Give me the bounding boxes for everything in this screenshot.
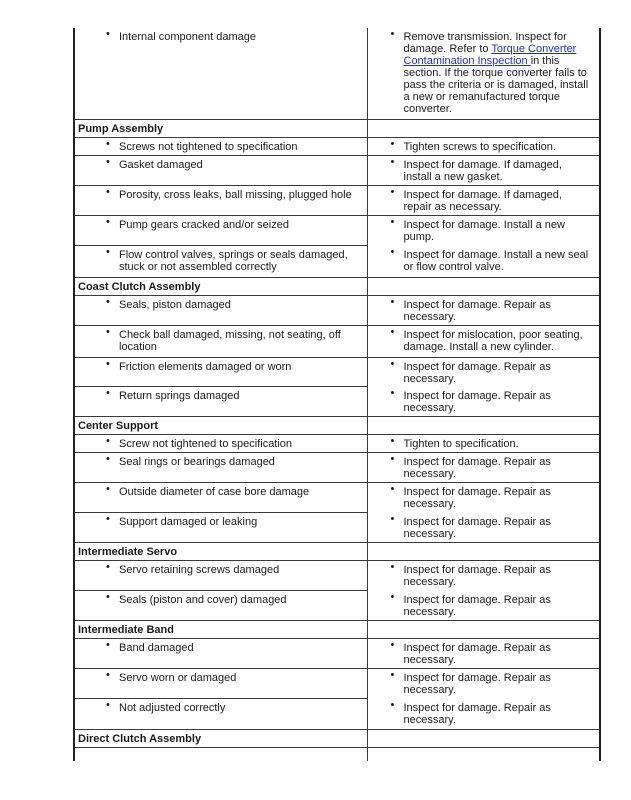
table-row xyxy=(74,296,600,326)
section-heading: Coast Clutch Assembly xyxy=(78,281,201,293)
cause-cell xyxy=(74,186,367,216)
cause-item: • Seals, piston damaged xyxy=(75,296,367,311)
action-cell xyxy=(367,387,600,417)
section-heading: Intermediate Band xyxy=(78,624,174,636)
action-item: • Inspect for damage. Install a new seal or flow control valve. xyxy=(368,246,600,273)
table-row xyxy=(74,156,600,186)
table-row xyxy=(74,28,600,120)
action-item: • Tighten to specification. xyxy=(368,435,600,450)
action-text: Remove transmission. Inspect for damage. Refer to xyxy=(403,31,567,55)
cause-item: • Return springs damaged xyxy=(75,387,367,402)
section-row-intermediate-servo xyxy=(74,543,600,561)
action-item: • Inspect for damage. If damaged, repair as necessary. xyxy=(368,186,600,213)
cause-item: • Pump gears cracked and/or seized xyxy=(75,216,367,231)
cause-cell xyxy=(74,156,367,186)
section-empty-cell xyxy=(367,543,600,561)
table-row xyxy=(74,561,600,591)
action-cell xyxy=(367,246,600,278)
section-row-coast-clutch-assembly xyxy=(74,278,600,296)
section-row-intermediate-band xyxy=(74,621,600,639)
document-page xyxy=(73,28,599,761)
action-item xyxy=(368,28,600,115)
cause-cell xyxy=(74,699,367,730)
section-heading: Direct Clutch Assembly xyxy=(78,733,202,745)
cause-cell xyxy=(74,296,367,326)
table-row xyxy=(74,326,600,358)
action-item: • Inspect for damage. Repair as necessary. xyxy=(368,483,600,510)
cause-item: • Porosity, cross leaks, ball missing, plugged hole xyxy=(75,186,367,201)
table-row xyxy=(74,699,600,730)
action-item: • Inspect for damage. Repair as necessary. xyxy=(368,296,600,323)
table-row xyxy=(74,591,600,621)
table-row xyxy=(74,186,600,216)
cause-item: • Servo worn or damaged xyxy=(75,669,367,684)
action-item: • Inspect for damage. Repair as necessary. xyxy=(368,513,600,540)
cause-item: • Seals (piston and cover) damaged xyxy=(75,591,367,606)
action-cell xyxy=(367,435,600,453)
action-cell xyxy=(367,561,600,591)
section-cell xyxy=(74,621,367,639)
action-item: • Inspect for damage. Repair as necessary. xyxy=(368,453,600,480)
action-item: • Inspect for damage. Repair as necessary. xyxy=(368,358,600,385)
cause-cell xyxy=(74,591,367,621)
section-heading: Pump Assembly xyxy=(78,123,164,135)
action-text: in this section. If the torque converter fails to pass the criteria or is damaged, install a new or remanufactured torque converter. xyxy=(403,55,589,115)
cause-cell xyxy=(74,483,367,513)
action-cell xyxy=(367,28,600,120)
cause-cell xyxy=(74,639,367,669)
section-row-center-support xyxy=(74,417,600,435)
diagnosis-table xyxy=(73,28,601,761)
action-cell xyxy=(367,326,600,358)
section-empty-cell xyxy=(367,621,600,639)
table-row xyxy=(74,138,600,156)
action-item: • Inspect for damage. Repair as necessary. xyxy=(368,387,600,414)
section-row-direct-clutch-assembly xyxy=(74,730,600,748)
cause-item: • Gasket damaged xyxy=(75,156,367,171)
action-cell xyxy=(367,639,600,669)
table-row xyxy=(74,358,600,387)
table-row-continued xyxy=(74,748,600,762)
cause-item: • Friction elements damaged or worn xyxy=(75,358,367,373)
action-cell xyxy=(367,591,600,621)
section-empty-cell xyxy=(367,417,600,435)
cause-cell xyxy=(74,669,367,699)
section-heading: Intermediate Servo xyxy=(78,546,178,558)
section-cell xyxy=(74,278,367,296)
action-cell xyxy=(367,513,600,543)
action-cell xyxy=(367,669,600,699)
cause-cell xyxy=(74,358,367,387)
table-row xyxy=(74,453,600,483)
action-item: • Inspect for damage. Repair as necessary. xyxy=(368,639,600,666)
action-item: • Inspect for damage. Repair as necessary. xyxy=(368,591,600,618)
table-row xyxy=(74,435,600,453)
action-cell xyxy=(367,748,600,762)
action-item: • Tighten screws to specification. xyxy=(368,138,600,153)
cause-cell xyxy=(74,453,367,483)
section-empty-cell xyxy=(367,730,600,748)
action-cell xyxy=(367,216,600,246)
section-cell xyxy=(74,120,367,138)
cause-cell xyxy=(74,387,367,417)
section-cell xyxy=(74,417,367,435)
table-row xyxy=(74,639,600,669)
cause-item: • Outside diameter of case bore damage xyxy=(75,483,367,498)
table-row xyxy=(74,669,600,699)
section-row-pump-assembly xyxy=(74,120,600,138)
cause-cell xyxy=(74,513,367,543)
cause-cell xyxy=(74,138,367,156)
action-cell xyxy=(367,483,600,513)
cause-item: • Band damaged xyxy=(75,639,367,654)
cause-item: • Internal component damage xyxy=(75,28,367,43)
action-item: • Inspect for damage. Repair as necessary. xyxy=(368,669,600,696)
section-cell xyxy=(74,543,367,561)
cause-item: • Support damaged or leaking xyxy=(75,513,367,528)
cause-cell xyxy=(74,748,367,762)
action-cell xyxy=(367,453,600,483)
section-heading: Center Support xyxy=(78,420,159,432)
cause-item: • Not adjusted correctly xyxy=(75,699,367,714)
action-item: • Inspect for damage. Repair as necessary. xyxy=(368,699,600,726)
section-empty-cell xyxy=(367,120,600,138)
cause-item: • Screws not tightened to specification xyxy=(75,138,367,153)
cause-item: • Servo retaining screws damaged xyxy=(75,561,367,576)
table-row xyxy=(74,513,600,543)
action-cell xyxy=(367,358,600,387)
cause-cell xyxy=(74,216,367,246)
action-cell xyxy=(367,156,600,186)
action-cell xyxy=(367,699,600,730)
cause-cell xyxy=(74,246,367,278)
cause-item: • Seal rings or bearings damaged xyxy=(75,453,367,468)
action-item: • Inspect for damage. Repair as necessary. xyxy=(368,561,600,588)
table-row xyxy=(74,246,600,278)
action-cell xyxy=(367,186,600,216)
cause-cell xyxy=(74,28,367,120)
action-item: • Inspect for damage. If damaged, install a new gasket. xyxy=(368,156,600,183)
action-item: • Inspect for damage. Install a new pump. xyxy=(368,216,600,243)
cause-item: • Screw not tightened to specification xyxy=(75,435,367,450)
action-item: • Inspect for mislocation, poor seating, damage. Install a new cylinder. xyxy=(368,326,600,353)
torque-converter-contamination-link[interactable]: Torque Converter Contamination Inspection xyxy=(403,43,577,67)
section-empty-cell xyxy=(367,278,600,296)
table-row xyxy=(74,387,600,417)
cause-cell xyxy=(74,561,367,591)
action-cell xyxy=(367,296,600,326)
cause-cell xyxy=(74,435,367,453)
table-row xyxy=(74,483,600,513)
table-row xyxy=(74,216,600,246)
section-cell xyxy=(74,730,367,748)
cause-item: • Check ball damaged, missing, not seating, off location xyxy=(75,326,367,353)
cause-item: • Flow control valves, springs or seals damaged, stuck or not assembled correctly xyxy=(75,246,367,273)
action-cell xyxy=(367,138,600,156)
cause-cell xyxy=(74,326,367,358)
